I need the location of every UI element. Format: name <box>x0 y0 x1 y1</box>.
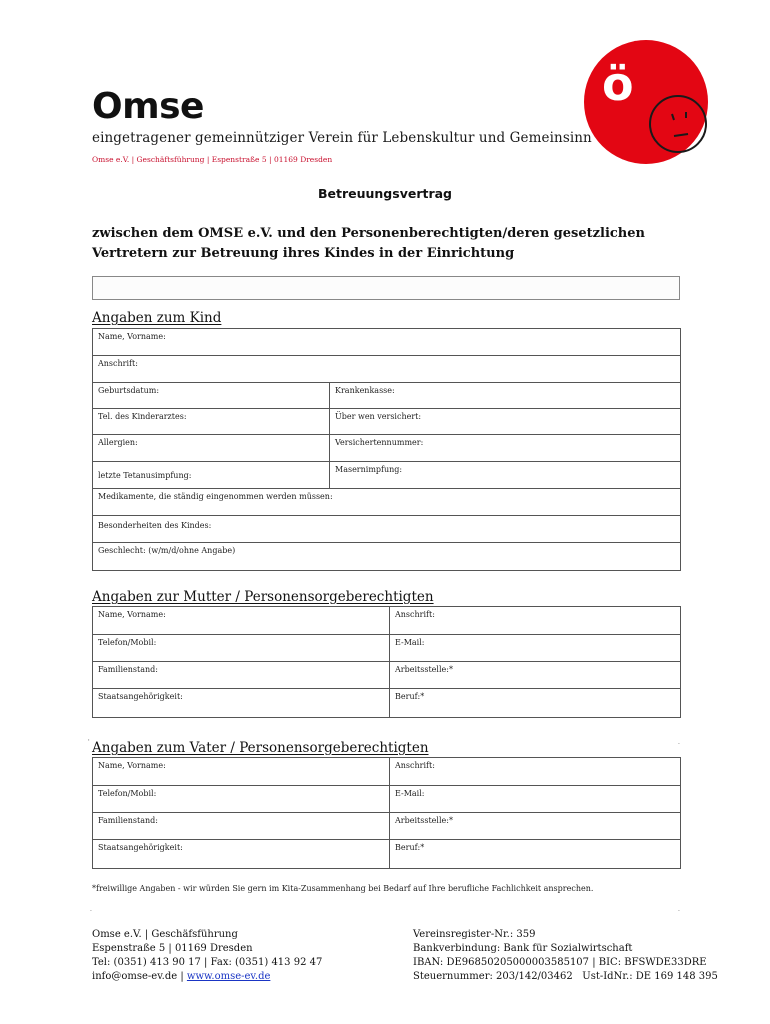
father-marital-field[interactable]: Familienstand: <box>93 813 390 840</box>
child-insurance-field[interactable]: Krankenkasse: <box>330 383 681 409</box>
father-form-table <box>92 757 681 869</box>
document-title: Betreuungsvertrag <box>317 186 453 201</box>
mother-job-field[interactable]: Beruf:* <box>390 689 681 718</box>
child-insurance-number-field[interactable]: Versichertennummer: <box>330 435 681 462</box>
footer-register-number: Vereinsregister-Nr.: 359 <box>413 929 536 940</box>
margin-mark: ' <box>88 739 90 746</box>
child-tetanus-field[interactable]: letzte Tetanusimpfung: <box>93 462 330 489</box>
footer-address: Espenstraße 5 | 01169 Dresden <box>92 943 253 954</box>
mother-phone-field[interactable]: Telefon/Mobil: <box>93 635 390 662</box>
footer-contact <box>92 928 322 984</box>
footer-phone-fax: Tel: (0351) 413 90 17 | Fax: (0351) 413 92 47 <box>92 957 323 968</box>
footer-org: Omse e.V. | Geschäfsführung <box>92 929 238 940</box>
section-child-heading: Angaben zum Kind <box>92 310 222 326</box>
mother-form-table <box>92 606 681 718</box>
child-allergies-field[interactable]: Allergien: <box>93 435 330 462</box>
logo-letters: ö <box>602 57 634 111</box>
child-special-field[interactable]: Besonderheiten des Kindes: <box>93 516 681 543</box>
father-email-field[interactable]: E-Mail: <box>390 786 681 813</box>
child-birthdate-field[interactable]: Geburtsdatum: <box>93 383 330 409</box>
facility-name-field[interactable] <box>92 276 680 300</box>
footer-bank: Bankverbindung: Bank für Sozialwirtschaft <box>413 943 633 954</box>
section-father-heading: Angaben zum Vater / Personensorgeberechtigten <box>92 740 429 756</box>
father-phone-field[interactable]: Telefon/Mobil: <box>93 786 390 813</box>
child-name-field[interactable]: Name, Vorname: <box>93 329 681 356</box>
footer-separator: | <box>177 971 187 982</box>
header-address-line: Omse e.V. | Geschäftsführung | Espenstraße 5 | 01169 Dresden <box>92 155 333 164</box>
father-address-field[interactable]: Anschrift: <box>390 758 681 786</box>
omse-logo-icon <box>582 38 710 166</box>
contract-intro: zwischen dem OMSE e.V. und den Personenberechtigten/deren gesetzlichen Vertretern zur Betreuung ihres Kindes in der Einrichtung <box>92 226 645 261</box>
footer-email[interactable]: info@omse-ev.de <box>92 971 178 982</box>
section-mother-heading: Angaben zur Mutter / Personensorgeberechtigten <box>92 589 434 605</box>
mother-email-field[interactable]: E-Mail: <box>390 635 681 662</box>
child-form-table <box>92 328 681 571</box>
margin-mark: . <box>678 906 680 913</box>
father-job-field[interactable]: Beruf:* <box>390 840 681 869</box>
mother-name-field[interactable]: Name, Vorname: <box>93 607 390 635</box>
child-address-field[interactable]: Anschrift: <box>93 356 681 383</box>
mother-address-field[interactable]: Anschrift: <box>390 607 681 635</box>
footer-legal <box>413 928 718 984</box>
footer-iban-bic: IBAN: DE96850205000003585107 | BIC: BFSWDE33DRE <box>413 957 707 968</box>
father-name-field[interactable]: Name, Vorname: <box>93 758 390 786</box>
footnote: *freiwillige Angaben - wir würden Sie gern im Kita-Zusammenhang bei Bedarf auf Ihre berufliche Fachlichkeit ansprechen. <box>92 884 594 893</box>
footer-website-link[interactable]: www.omse-ev.de <box>186 971 271 982</box>
mother-marital-field[interactable]: Familienstand: <box>93 662 390 689</box>
child-insured-via-field[interactable]: Über wen versichert: <box>330 409 681 435</box>
mother-nationality-field[interactable]: Staatsangehörigkeit: <box>93 689 390 718</box>
footer-tax-numbers: Steuernummer: 203/142/03462 Ust-IdNr.: DE 169 148 395 <box>413 971 718 982</box>
org-name: Omse <box>92 86 204 127</box>
child-measles-field[interactable]: Masernimpfung: <box>330 462 681 489</box>
child-gender-field[interactable]: Geschlecht: (w/m/d/ohne Angabe) <box>93 543 681 571</box>
footer-email-web <box>92 970 322 984</box>
child-medication-field[interactable]: Medikamente, die ständig eingenommen werden müssen: <box>93 489 681 516</box>
child-doctor-phone-field[interactable]: Tel. des Kinderarztes: <box>93 409 330 435</box>
margin-mark: . <box>90 906 92 913</box>
mother-employer-field[interactable]: Arbeitsstelle:* <box>390 662 681 689</box>
father-nationality-field[interactable]: Staatsangehörigkeit: <box>93 840 390 869</box>
margin-mark: . <box>678 739 680 746</box>
org-tagline: eingetragener gemeinnütziger Verein für Lebenskultur und Gemeinsinn <box>92 130 592 146</box>
father-employer-field[interactable]: Arbeitsstelle:* <box>390 813 681 840</box>
